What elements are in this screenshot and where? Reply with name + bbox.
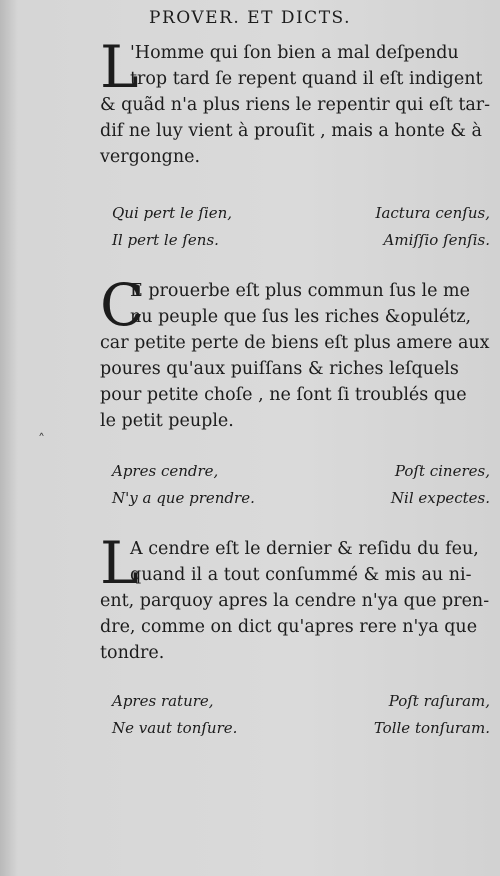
- text-line: E prouerbe eſt plus commun ſus le me: [130, 281, 470, 301]
- proverb-row: [112, 688, 490, 715]
- text-line: vergongne.: [100, 147, 201, 167]
- margin-mark: ˰: [38, 420, 45, 436]
- proverb-row: [112, 485, 490, 512]
- commentary-paragraph: [100, 271, 492, 434]
- text-line: 'Homme qui ſon bien a mal deſpendu: [130, 43, 459, 63]
- running-header: PROVER. ET DICTS.: [149, 8, 351, 28]
- proverb-row: [112, 227, 490, 254]
- french-proverb: N'y a que prendre.: [112, 489, 255, 507]
- text-line: ent, parquoy apres la cendre n'ya que pren-: [100, 591, 490, 611]
- latin-proverb: Amiſſio ſenſis.: [383, 231, 490, 249]
- text-line: car petite perte de biens eſt plus amere aux: [100, 333, 490, 353]
- french-proverb: Qui pert le ſien,: [112, 204, 233, 222]
- french-proverb: Il pert le ſens.: [112, 231, 219, 249]
- drop-cap: C: [100, 271, 145, 339]
- proverb-pair: [112, 200, 490, 254]
- latin-proverb: Nil expectes.: [390, 489, 490, 507]
- text-line: A cendre eſt le dernier & reſidu du feu,: [130, 539, 479, 559]
- proverb-pair: [112, 688, 490, 742]
- text-line: quand il a tout conſummé & mis au ni-: [130, 565, 472, 585]
- french-proverb: Apres rature,: [112, 692, 214, 710]
- proverb-row: [112, 715, 490, 742]
- text-line: & quãd n'a plus riens le repentir qui eſt tar-: [100, 95, 491, 115]
- text-line: pour petite choſe , ne ſont ſi troublés que: [100, 385, 467, 405]
- commentary-paragraph: [100, 33, 492, 170]
- text-line: poures qu'aux puiſſans & riches leſquels: [100, 359, 459, 379]
- french-proverb: Apres cendre,: [112, 462, 219, 480]
- text-line: dre, comme on dict qu'apres rere n'ya que: [100, 617, 478, 637]
- latin-proverb: Poſt cineres,: [394, 462, 490, 480]
- proverb-pair: [112, 458, 490, 512]
- text-line: le petit peuple.: [100, 411, 234, 431]
- drop-cap: L: [100, 33, 139, 101]
- drop-cap: L: [100, 529, 139, 597]
- latin-proverb: Tolle tonſuram.: [373, 719, 490, 737]
- text-line: trop tard ſe repent quand il eſt indigent: [130, 69, 483, 89]
- proverb-row: [112, 200, 490, 227]
- commentary-paragraph: [100, 529, 492, 666]
- text-line: tondre.: [100, 643, 165, 663]
- proverb-row: [112, 458, 490, 485]
- french-proverb: Ne vaut tonſure.: [112, 719, 238, 737]
- text-line: nu peuple que ſus les riches &opulétz,: [130, 307, 472, 327]
- text-line: dif ne luy vient à prouſit , mais a honte & à: [100, 121, 482, 141]
- latin-proverb: Poſt raſuram,: [388, 692, 490, 710]
- latin-proverb: Iactura cenſus,: [375, 204, 490, 222]
